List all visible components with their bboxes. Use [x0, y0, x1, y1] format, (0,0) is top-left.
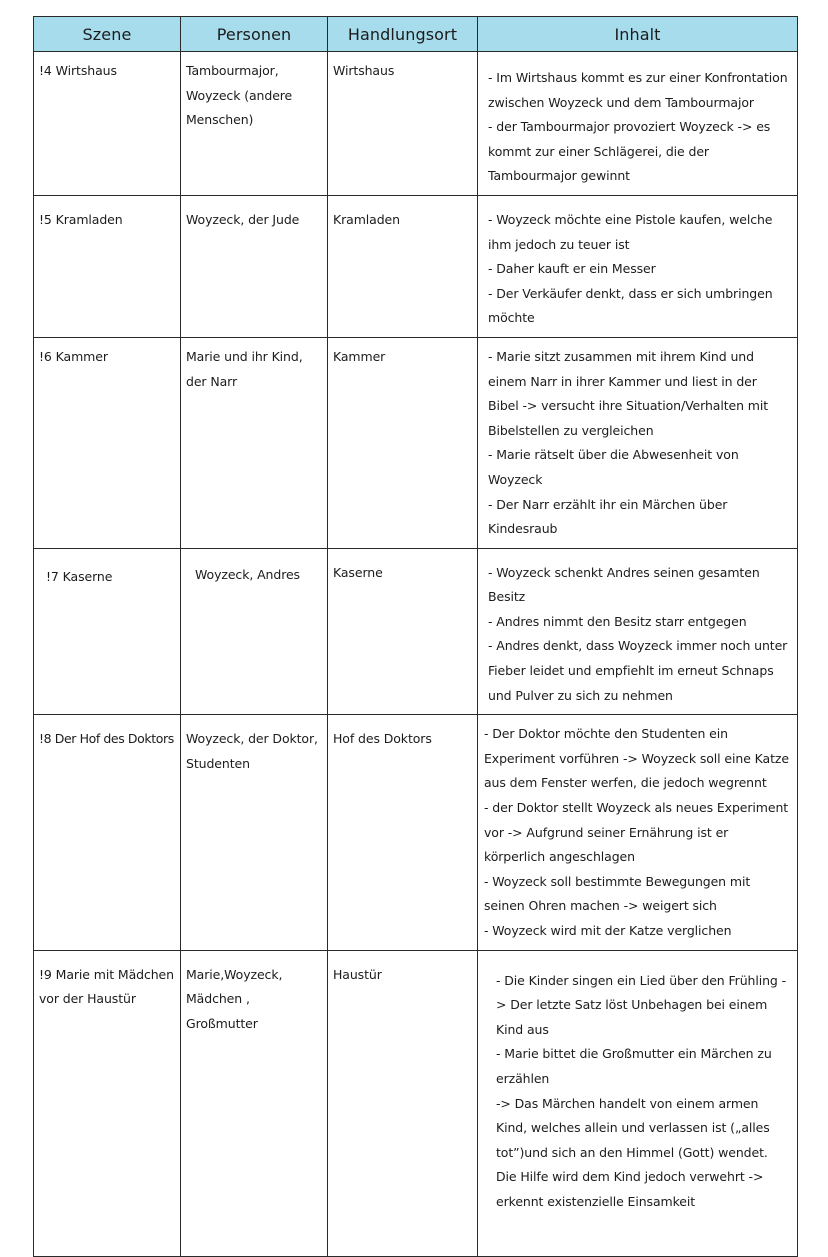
inhalt-line: - Die Kinder singen ein Lied über den Frühling -> Der letzte Satz löst Unbehagen bei einem Kind aus: [496, 972, 787, 1037]
header-personen: Personen: [181, 17, 328, 52]
table-row: [34, 52, 798, 196]
header-handlungsort: Handlungsort: [328, 17, 478, 52]
cell-szene: !6 Kammer: [34, 337, 181, 548]
inhalt-line: - Woyzeck schenkt Andres seinen gesamten Besitz: [488, 564, 760, 605]
cell-szene: !9 Marie mit Mädchen vor der Haustür: [34, 950, 181, 1256]
inhalt-line: - Marie bittet die Großmutter ein Märchen zu erzählen: [496, 1046, 772, 1086]
inhalt-line: - Woyzeck möchte eine Pistole kaufen, welche ihm jedoch zu teuer ist: [488, 211, 773, 252]
inhalt-line: - Andres nimmt den Besitz starr entgegen: [488, 613, 747, 629]
cell-personen: Tambourmajor, Woyzeck (andere Menschen): [181, 52, 328, 196]
cell-ort: Hof des Doktors: [328, 715, 478, 950]
header-szene: Szene: [34, 17, 181, 52]
cell-personen: Marie und ihr Kind, der Narr: [181, 337, 328, 548]
inhalt-line: - der Doktor stellt Woyzeck als neues Experiment vor -> Aufgrund seiner Ernährung ist er körperlich angeschlagen: [484, 800, 789, 865]
scene-overview-sheet: [33, 16, 797, 1257]
cell-inhalt: [478, 715, 798, 950]
cell-personen: Woyzeck, der Doktor, Studenten: [181, 715, 328, 950]
inhalt-line: - Woyzeck soll bestimmte Bewegungen mit seinen Ohren machen -> weigert sich: [484, 873, 751, 914]
header-inhalt: Inhalt: [478, 17, 798, 52]
inhalt-line: - Der Verkäufer denkt, dass er sich umbringen möchte: [488, 285, 773, 326]
cell-inhalt: [478, 950, 798, 1256]
inhalt-line: - Andres denkt, dass Woyzeck immer noch unter Fieber leidet und empfiehlt im erneut Schnaps und Pulver zu sich zu nehmen: [488, 638, 788, 703]
cell-personen: Woyzeck, der Jude: [181, 195, 328, 337]
inhalt-line: - Daher kauft er ein Messer: [488, 261, 656, 277]
cell-szene: !5 Kramladen: [34, 195, 181, 337]
cell-ort: Wirtshaus: [328, 52, 478, 196]
cell-inhalt: [478, 337, 798, 548]
table-row: [34, 548, 798, 715]
cell-ort: Kaserne: [328, 548, 478, 715]
cell-ort: Kammer: [328, 337, 478, 548]
cell-ort: Haustür: [328, 950, 478, 1256]
header-row: [34, 17, 798, 52]
inhalt-line: - Marie rätselt über die Abwesenheit von Woyzeck: [488, 447, 739, 487]
cell-ort: Kramladen: [328, 195, 478, 337]
inhalt-line: - Im Wirtshaus kommt es zur einer Konfrontation zwischen Woyzeck und dem Tambourmajor: [488, 70, 788, 110]
cell-personen: Marie,Woyzeck, Mädchen , Großmutter: [181, 950, 328, 1256]
cell-szene: !4 Wirtshaus: [34, 52, 181, 196]
table-row: [34, 715, 798, 950]
cell-inhalt: [478, 548, 798, 715]
cell-inhalt: [478, 52, 798, 196]
inhalt-line: - Marie sitzt zusammen mit ihrem Kind und einem Narr in ihrer Kammer und liest in der Bibel -> versucht ihre Situation/Verhalten mit Bibelstellen zu vergleichen: [488, 348, 769, 438]
table-row: [34, 337, 798, 548]
table-row: [34, 950, 798, 1256]
table-row: [34, 195, 798, 337]
cell-szene: !8 Der Hof des Doktors: [34, 715, 181, 950]
scene-table: [33, 16, 798, 1257]
cell-szene: !7 Kaserne: [34, 548, 181, 715]
inhalt-line: - der Tambourmajor provoziert Woyzeck -> es kommt zur einer Schlägerei, die der Tambourmajor gewinnt: [488, 119, 771, 184]
inhalt-line: - Der Doktor möchte den Studenten ein Experiment vorführen -> Woyzeck soll eine Katze aus dem Fenster werfen, die jedoch wegrennt: [484, 726, 789, 791]
cell-personen: Woyzeck, Andres: [181, 548, 328, 715]
inhalt-line: -> Das Märchen handelt von einem armen Kind, welches allein und verlassen ist („alles tot”)und sich an den Himmel (Gott) wendet. Die Hilfe wird dem Kind jedoch verwehrt -> erkennt existenzielle Einsamkeit: [496, 1095, 770, 1209]
inhalt-line: - Woyzeck wird mit der Katze verglichen: [484, 923, 732, 938]
inhalt-line: - Der Narr erzählt ihr ein Märchen über Kindesraub: [488, 496, 728, 537]
cell-inhalt: [478, 195, 798, 337]
